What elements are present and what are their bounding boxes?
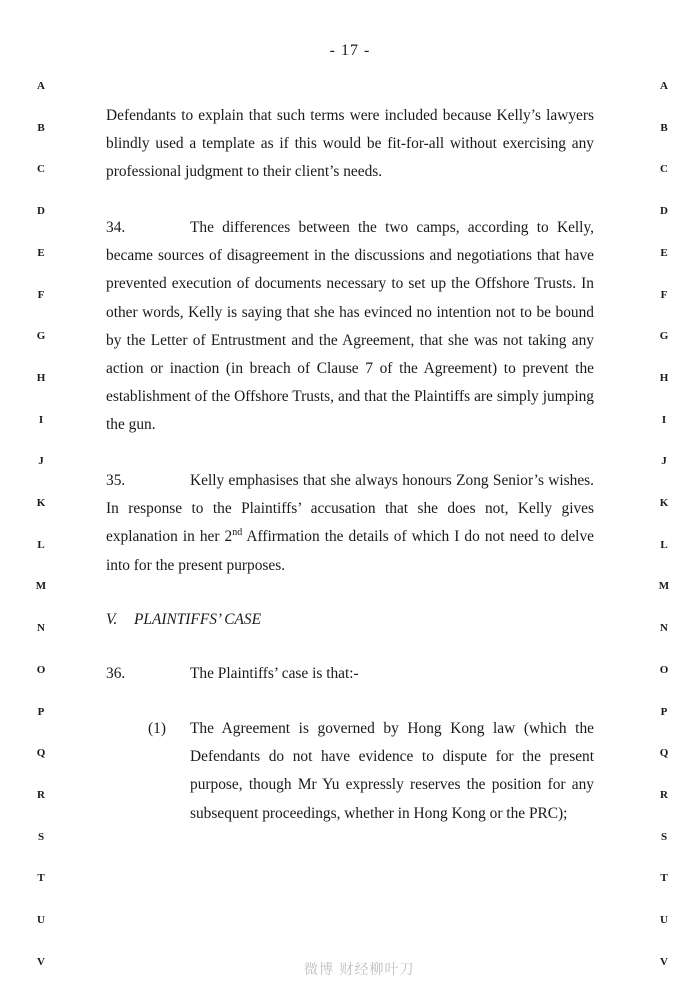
left-margin-letter-i: I (38, 413, 44, 426)
left-margin-letter-b: B (37, 121, 45, 134)
left-margin-letter-h: H (36, 371, 46, 384)
right-margin-letter-c: C (660, 163, 668, 176)
paragraph-number: 35. (106, 472, 126, 489)
right-margin-letter-a: A (660, 80, 668, 92)
left-margin-letter-r: R (37, 788, 45, 801)
right-margin-letter-l: L (660, 538, 668, 551)
right-margin-letter-i: I (661, 413, 667, 426)
right-margin-letter-o: O (659, 663, 669, 676)
right-margin-letter-p: P (660, 705, 668, 718)
right-margin-letter-s: S (660, 830, 668, 843)
sub-paragraph-number: (1) (148, 720, 166, 737)
paragraph-text: The Plaintiffs’ case is that:- (190, 665, 359, 682)
page-number: - 17 - (329, 42, 371, 59)
paragraph-36 (106, 660, 594, 688)
paragraph-continuation: Defendants to explain that such terms were included because Kelly’s lawyers blindly used a template as if this would be fit-for-all without exercising any professional judgment to their client’s needs. (106, 107, 594, 181)
right-margin-letter-k: K (659, 497, 669, 509)
paragraph-34 (106, 214, 594, 440)
paragraph-35 (106, 467, 594, 580)
left-margin-letter-a: A (37, 80, 45, 92)
paragraph-text: Kelly emphasises that she always honours Zong Senior’s wishes. In response to the Plaintiffs’ accusation that she does not, Kelly gives explanation in her 2 (106, 472, 594, 546)
right-margin-letter-h: H (659, 371, 669, 384)
right-margin-letter-g: G (659, 330, 669, 343)
left-margin-letter-n: N (37, 622, 45, 635)
sub-paragraph-1 (148, 715, 594, 828)
right-margin-letter-j: J (661, 455, 667, 468)
right-margin-letter-t: T (660, 872, 668, 885)
right-margin-letter-m: M (658, 580, 670, 593)
superscript: nd (232, 527, 243, 539)
left-margin-letter-k: K (36, 497, 46, 509)
left-margin-letter-p: P (37, 705, 45, 718)
sub-paragraph-text: The Agreement is governed by Hong Kong law (which the Defendants do not have evidence to dispute for the present purpose, though Mr Yu expressly reserves the position for any subsequent proceedings, whether in Hong Kong or the PRC); (190, 720, 594, 822)
left-margin-letter-q: Q (36, 747, 46, 760)
paragraph-text: Affirmation the details of which I do not need to delve into for the present purposes. (106, 528, 594, 574)
left-margin-letter-o: O (36, 663, 46, 676)
right-margin-letter-v: V (660, 955, 668, 968)
left-margin-letter-v: V (37, 955, 45, 968)
left-margin-letter-f: F (37, 288, 45, 301)
section-heading (106, 606, 594, 634)
section-title: PLAINTIFFS’ CASE (134, 611, 261, 628)
left-margin-letter-j: J (38, 455, 44, 468)
right-margin-letter-r: R (660, 788, 668, 801)
left-margin-letter-g: G (36, 330, 46, 343)
left-margin-letter-u: U (37, 914, 45, 926)
right-margin-letter-f: F (660, 288, 668, 301)
left-margin-letter-e: E (37, 246, 45, 259)
left-margin-letter-t: T (37, 872, 45, 885)
right-margin-letter-u: U (660, 914, 668, 926)
watermark: 微博 财经柳叶刀 (304, 962, 415, 978)
left-margin-letter-c: C (37, 163, 45, 176)
right-margin-letter-d: D (660, 205, 668, 218)
paragraph-text: The differences between the two camps, according to Kelly, became sources of disagreement in the discussions and negotiations that have prevented execution of documents necessary to set up the Offshore Trusts. In other words, Kelly is saying that she has evinced no intention not to be bound by the Letter of Entrustment and the Agreement, that she was not taking any action or inaction (in breach of Clause 7 of the Agreement) to prevent the establishment of the Offshore Trusts, and that the Plaintiffs are simply jumping the gun. (106, 219, 594, 434)
left-margin-letter-l: L (37, 538, 45, 551)
left-margin-letter-s: S (37, 830, 45, 843)
right-margin-letter-e: E (660, 246, 668, 259)
paragraph-number: 36. (106, 665, 126, 682)
left-margin-letter-d: D (37, 205, 45, 218)
section-number: V. (106, 611, 118, 628)
right-margin-letter-n: N (660, 622, 668, 635)
paragraph-number: 34. (106, 219, 126, 236)
right-margin-letter-q: Q (659, 747, 669, 760)
left-margin-letter-m: M (35, 580, 47, 593)
right-margin-letter-b: B (660, 121, 668, 134)
